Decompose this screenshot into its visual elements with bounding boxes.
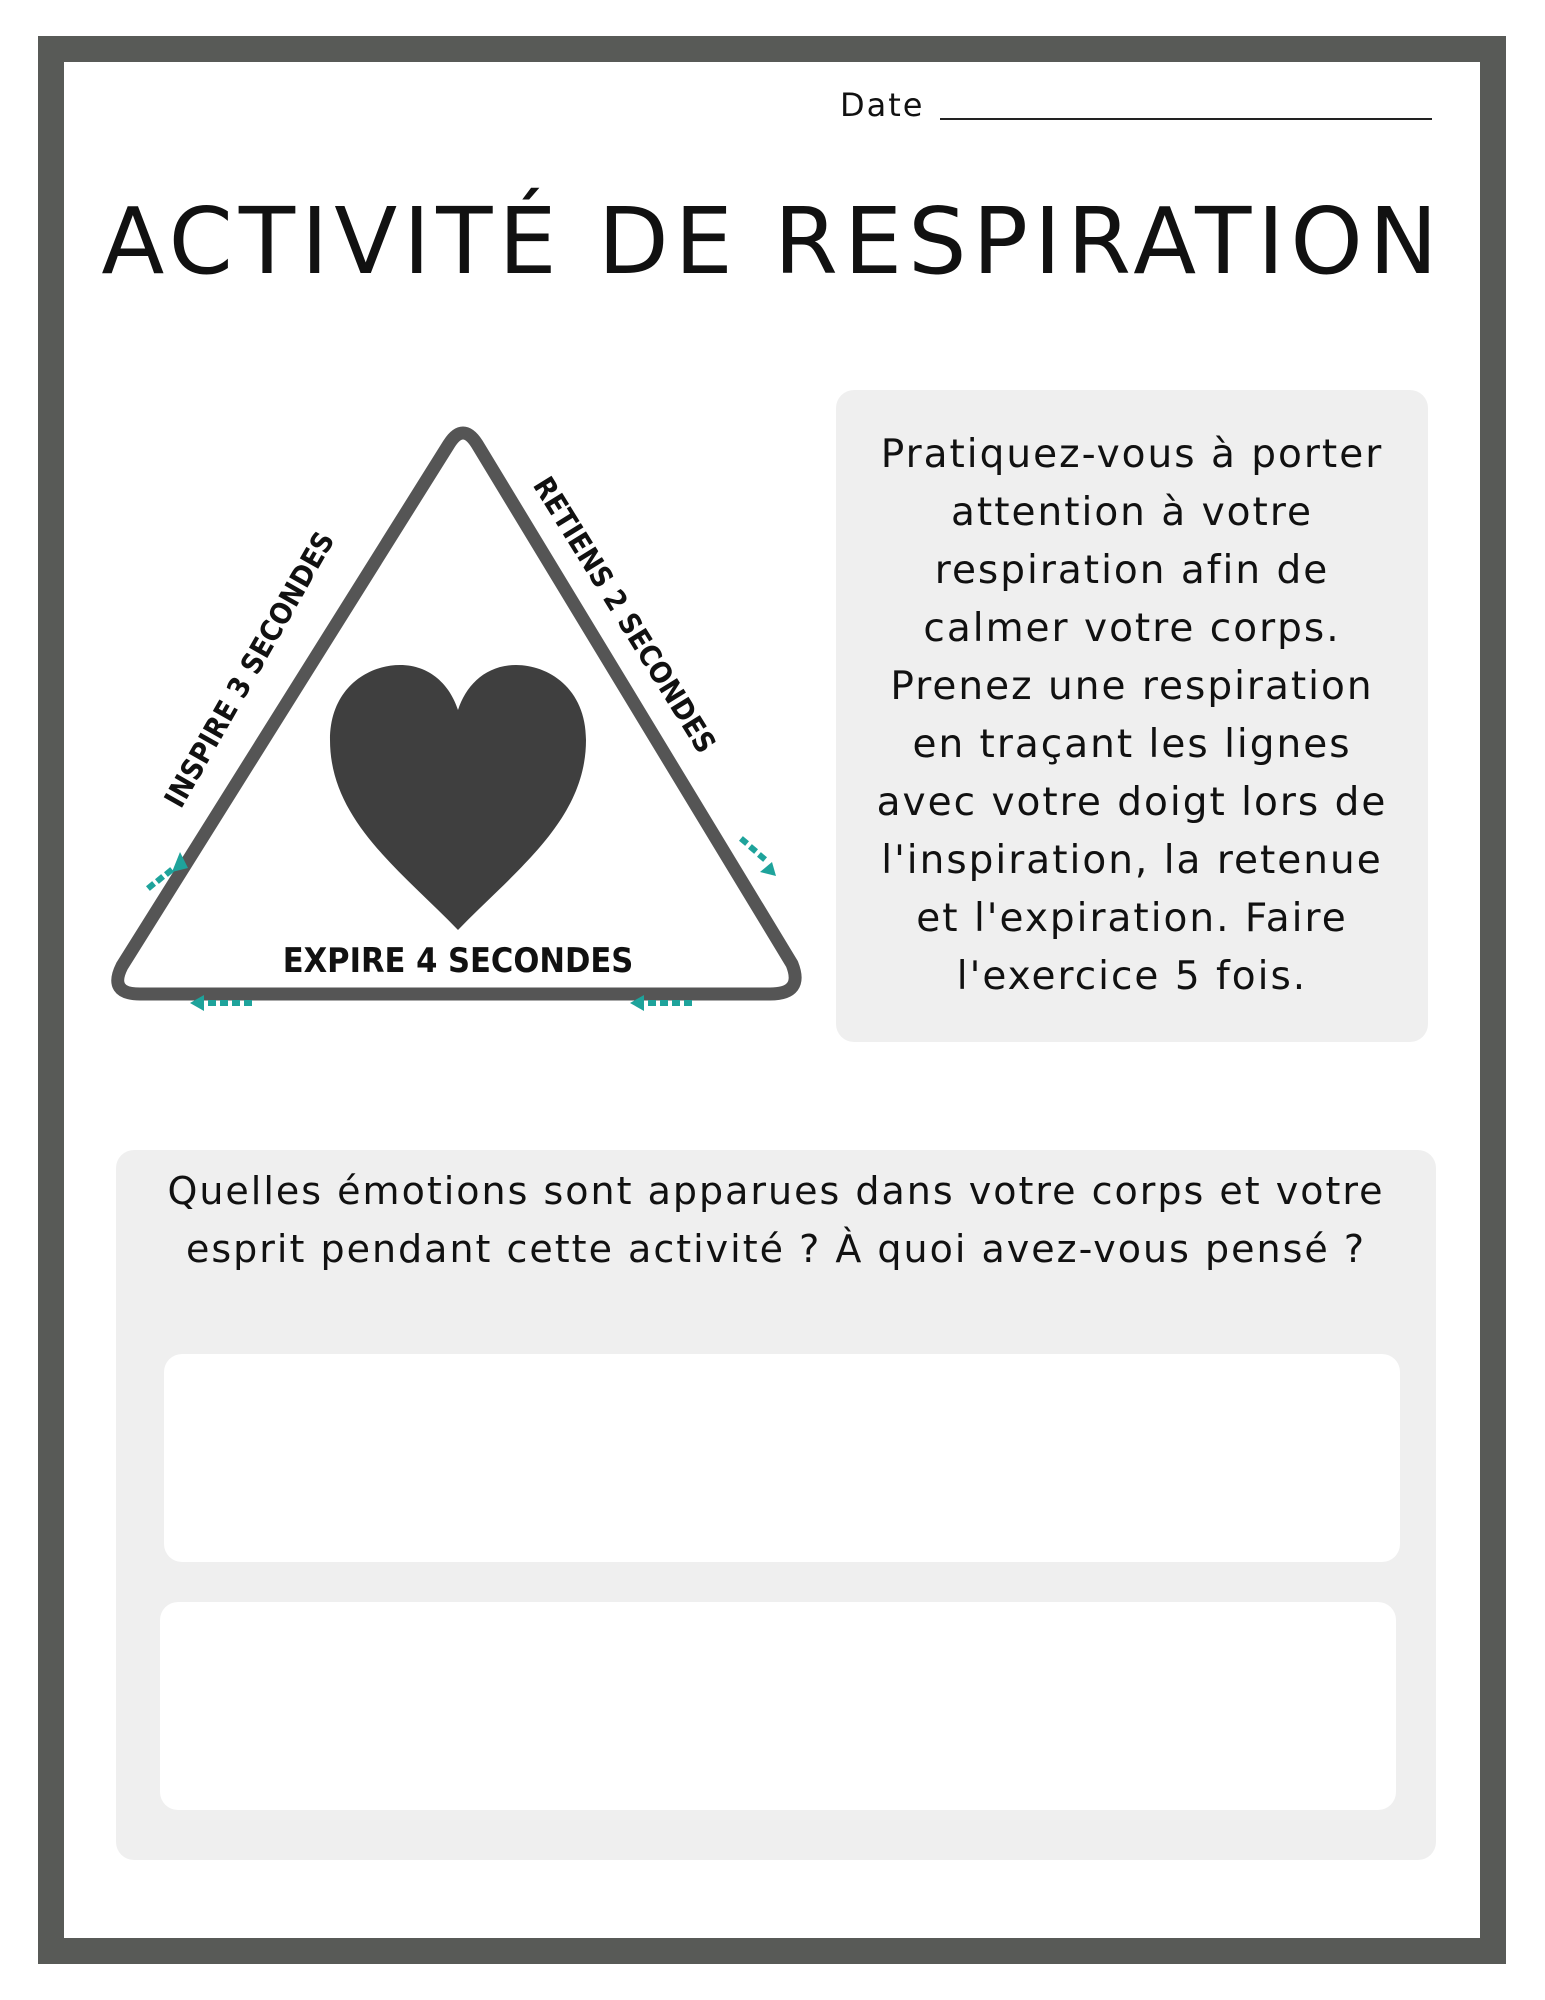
answer-box-2[interactable] bbox=[160, 1602, 1396, 1810]
expire-label: EXPIRE 4 SECONDES bbox=[282, 941, 634, 981]
breathing-triangle-diagram bbox=[100, 420, 840, 1060]
date-input-line[interactable] bbox=[940, 118, 1432, 120]
reflection-panel bbox=[116, 1150, 1436, 1860]
instructions-panel bbox=[836, 390, 1428, 1042]
retiens-label: RETIENS 2 SECONDES bbox=[526, 470, 723, 760]
reflection-question: Quelles émotions sont apparues dans votre corps et votre esprit pendant cette activité ? À quoi avez-vous pensé ? bbox=[167, 1169, 1385, 1271]
inspire-label: INSPIRE 3 SECONDES bbox=[157, 525, 342, 814]
date-label: Date bbox=[840, 86, 925, 124]
right-arrow-icon bbox=[739, 836, 776, 876]
date-row bbox=[840, 84, 1432, 124]
answer-box-1[interactable] bbox=[164, 1354, 1400, 1562]
page-title: ACTIVITÉ DE RESPIRATION bbox=[101, 188, 1444, 295]
breathing-triangle-svg bbox=[100, 420, 840, 1060]
instructions-text: Pratiquez-vous à porter attention à votre respiration afin de calmer votre corps. Prenez une respiration en traçant les lignes avec votre doigt lors de l'inspiration, la retenue et l'expiration. Faire l'exercice 5 fois. bbox=[876, 432, 1388, 999]
